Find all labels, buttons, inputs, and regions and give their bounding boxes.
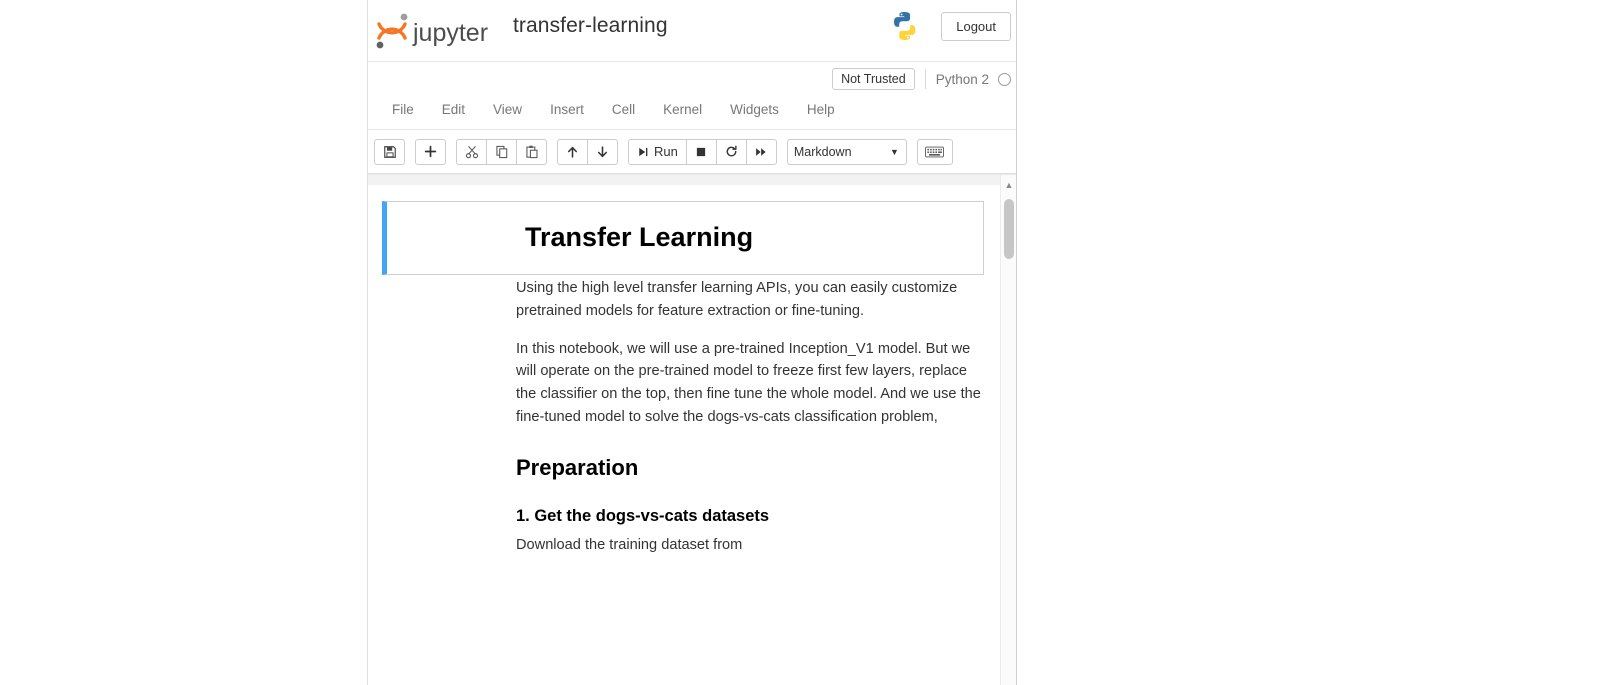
arrow-down-icon[interactable] (587, 139, 618, 165)
notebook-name[interactable]: transfer-learning (513, 14, 668, 37)
toolbar-group-move (557, 139, 618, 165)
menubar-divider (925, 69, 926, 89)
toolbar-group-insert (415, 139, 446, 165)
intro-paragraph-1: Using the high level transfer learning APIs, you can easily customize pretrained models for feature extraction or fine-tuning. (516, 280, 958, 319)
restart-icon[interactable] (716, 139, 747, 165)
download-paragraph: Download the training dataset from (516, 536, 743, 553)
cell-content (397, 222, 973, 253)
menubar-items (378, 96, 849, 123)
notebook-menubar (368, 62, 1016, 130)
intro-paragraph-2: In this notebook, we will use a pre-trained Inception_V1 model. But we will operate on the pre-trained model to freeze first few layers, replace the classifier on the top, then fine tune the whole model. And we use the fine-tuned model to solve the dogs-vs-cats classification problem, (516, 340, 981, 425)
menu-item-insert[interactable]: Insert (550, 102, 584, 117)
menu-item-cell[interactable]: Cell (611, 102, 636, 117)
vertical-scrollbar[interactable] (1000, 175, 1016, 685)
svg-text:jupyter: jupyter (413, 19, 489, 47)
logout-button[interactable]: Logout (941, 12, 1011, 41)
notebook-cell-area (368, 175, 1016, 685)
kernel-name-label: Python 2 (935, 71, 989, 87)
cell-content (382, 277, 984, 556)
keyboard-icon[interactable] (917, 139, 953, 165)
stop-icon[interactable] (686, 139, 717, 165)
save-icon[interactable] (374, 139, 405, 165)
menu-item-view[interactable]: View (493, 102, 523, 117)
menu-item-widgets[interactable]: Widgets (730, 102, 779, 117)
menu-item-edit[interactable]: Edit (441, 102, 466, 117)
cell-type-value: Markdown (793, 144, 852, 159)
toolbar-group-save (374, 139, 405, 165)
trust-status-row (832, 67, 1011, 91)
markdown-cell-title[interactable] (382, 201, 984, 275)
toolbar-group-edit (456, 139, 547, 165)
paste-icon[interactable] (516, 139, 547, 165)
jupyter-logo-icon[interactable] (373, 12, 503, 50)
markdown-cell-intro[interactable] (382, 277, 984, 556)
not-trusted-badge[interactable]: Not Trusted (832, 68, 915, 90)
add-icon[interactable] (415, 139, 446, 165)
run-cell-button[interactable] (628, 139, 687, 165)
scroll-up-arrow-icon[interactable]: ▲ (1004, 180, 1014, 190)
section-heading-preparation: Preparation (516, 454, 639, 480)
subsection-heading-datasets: 1. Get the dogs-vs-cats datasets (516, 506, 770, 525)
menu-item-kernel[interactable]: Kernel (663, 102, 703, 117)
run-button-label: Run (654, 144, 678, 159)
chevron-down-icon: ▼ (889, 146, 899, 157)
copy-icon[interactable] (486, 139, 517, 165)
python-logo-icon (888, 9, 922, 43)
fast-forward-icon[interactable] (746, 139, 777, 165)
menu-item-help[interactable]: Help (806, 102, 835, 117)
toolbar-group-run (628, 139, 777, 165)
cell-type-select[interactable] (787, 139, 907, 165)
toolbar-group-keyboard (917, 139, 953, 165)
kernel-idle-indicator-icon[interactable] (998, 73, 1011, 86)
notebook-header (368, 0, 1016, 62)
scrollbar-thumb[interactable] (1004, 199, 1014, 259)
jupyter-notebook-window (367, 0, 1017, 685)
cut-icon[interactable] (456, 139, 487, 165)
page-title: Transfer Learning (525, 222, 754, 252)
menu-item-file[interactable]: File (392, 102, 414, 117)
arrow-up-icon[interactable] (557, 139, 588, 165)
notebook-body (368, 174, 1016, 685)
notebook-toolbar (368, 130, 1016, 174)
